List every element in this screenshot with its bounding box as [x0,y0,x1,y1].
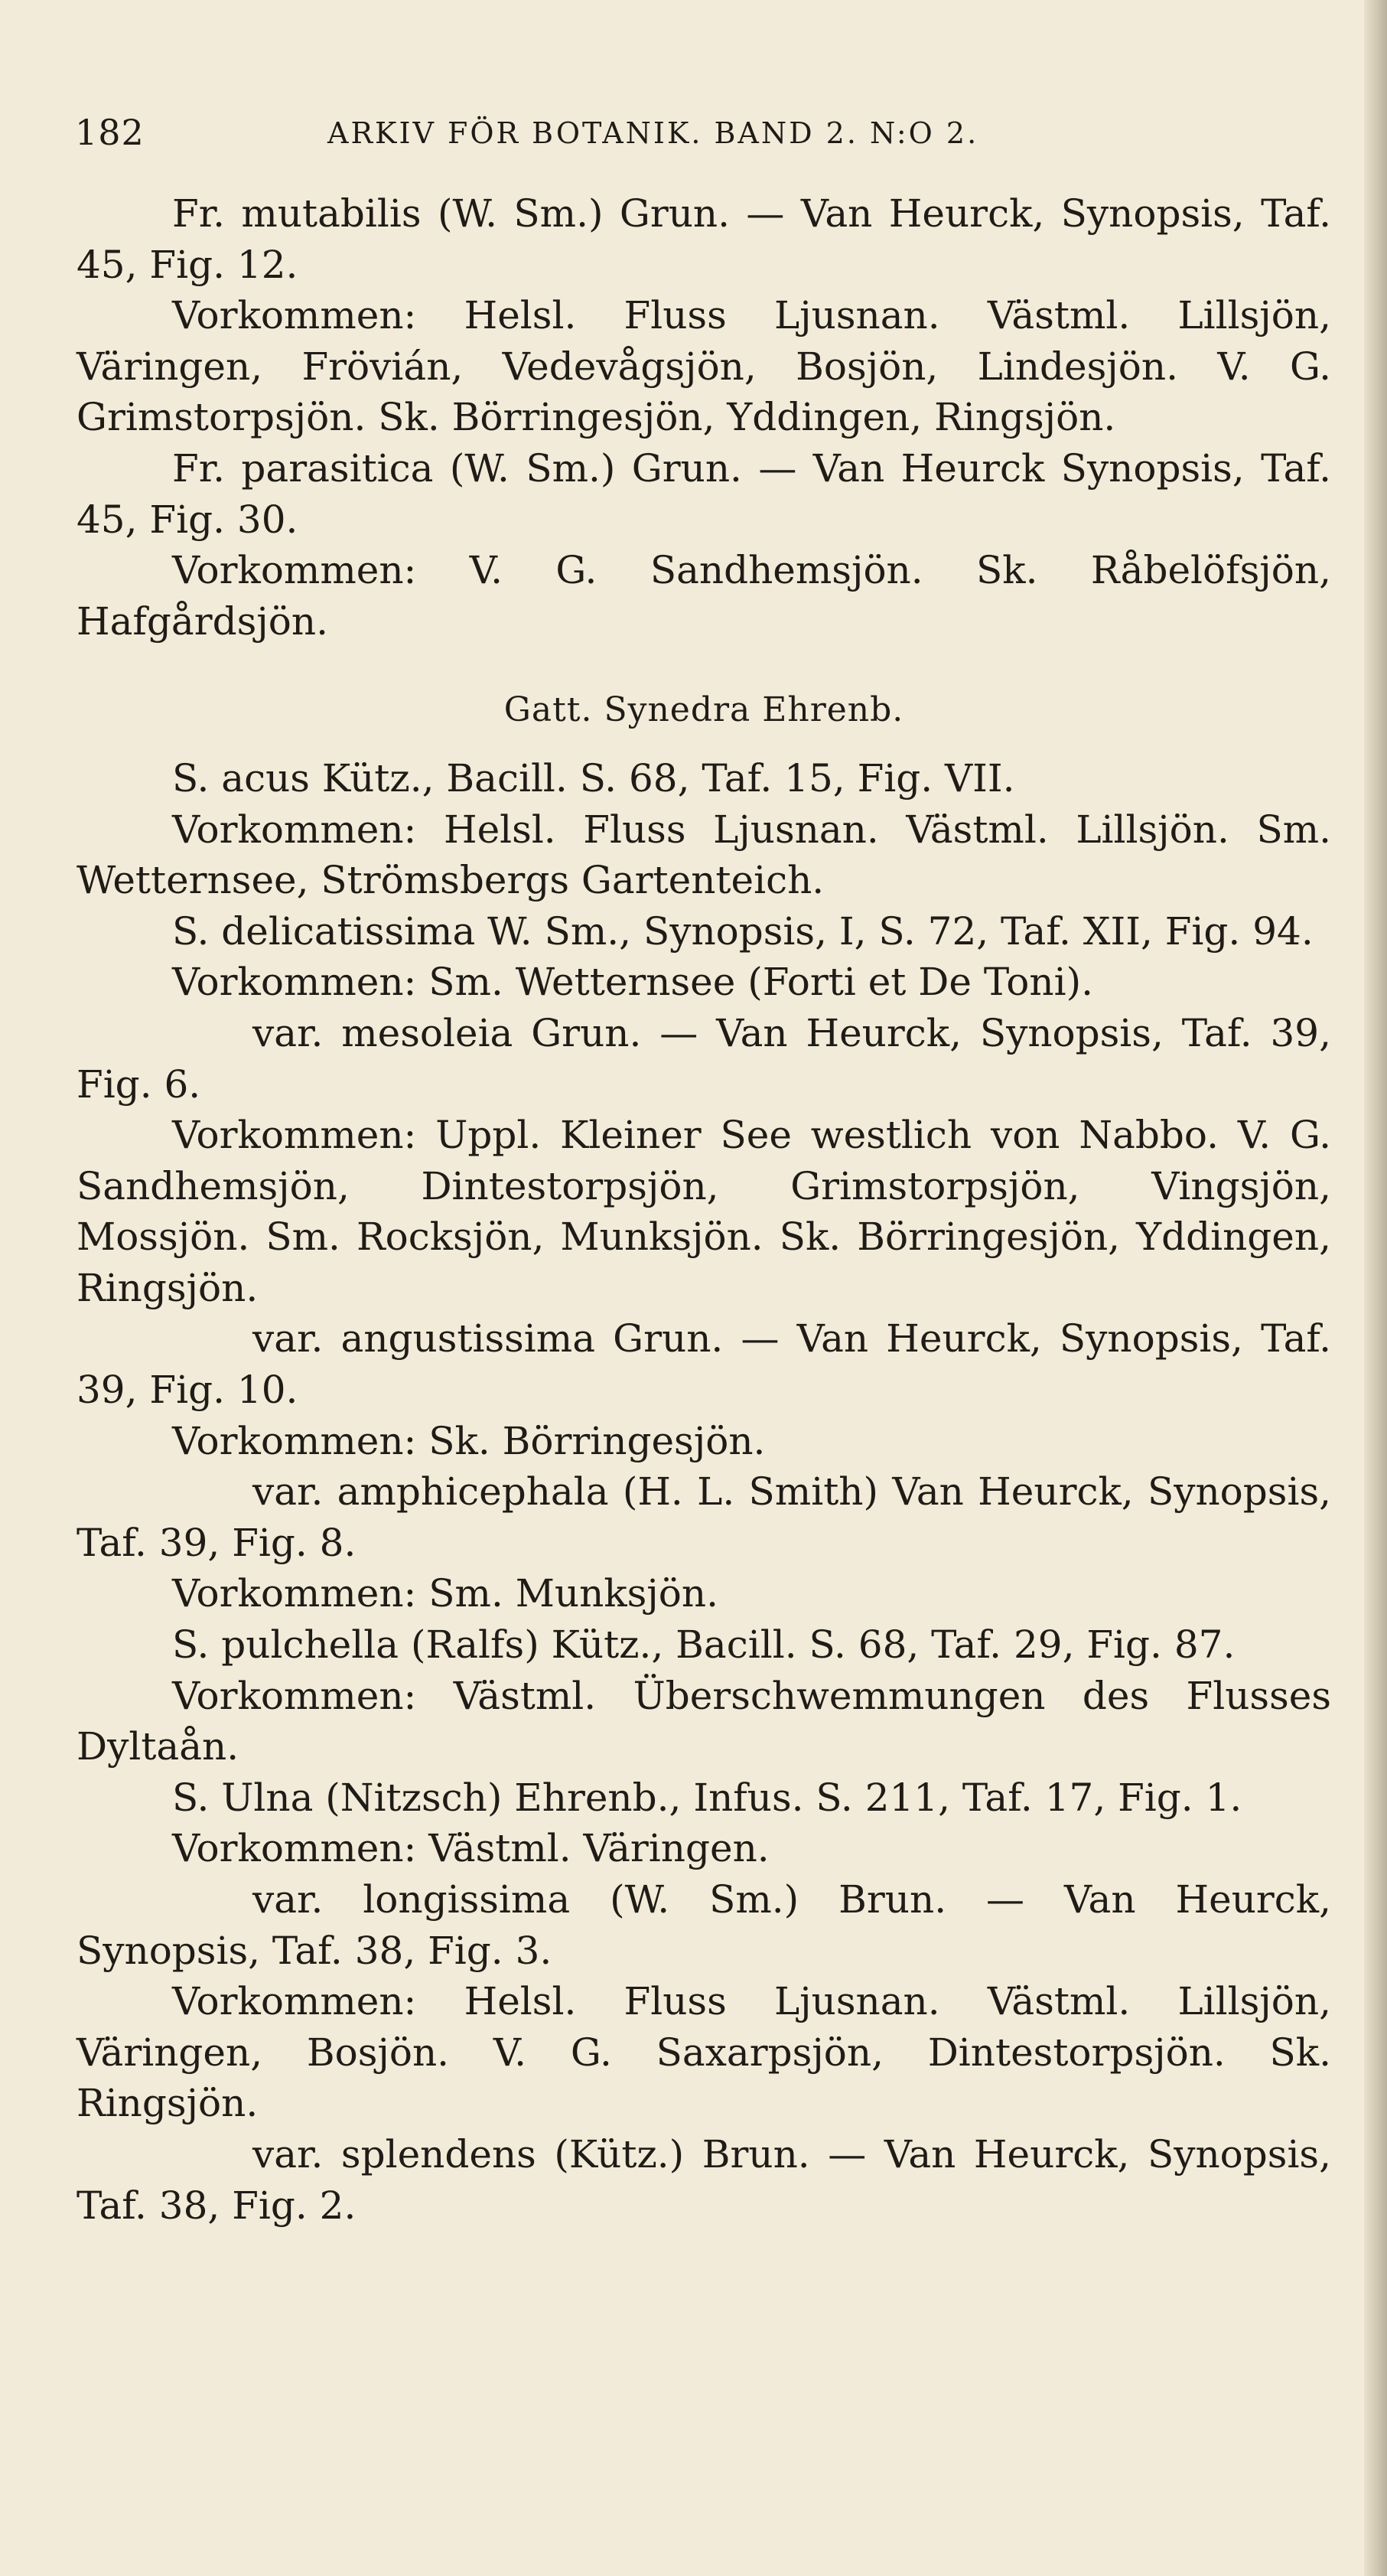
text-line: S. acus Kütz., Bacill. S. 68, Taf. 15, Fig. VII. [172,755,1015,801]
text-line: Vorkommen: Helsl. Fluss Ljusnan. Västml. Lillsjön. Sm. Wetternsee, Strömsbergs Gartenteich. [77,807,1331,903]
text-line: Vorkommen: V. G. Sandhemsjön. Sk. Råbelöfsjön, Hafgårdsjön. [77,548,1331,644]
page-body [77,188,1331,2231]
text-line: Fr. mutabilis (W. Sm.) Grun. — Van Heurck, Synopsis, Taf. 45, Fig. 12. [77,191,1331,287]
text-line: Fr. parasitica (W. Sm.) Grun. — Van Heurck Synopsis, Taf. 45, Fig. 30. [77,445,1331,542]
text-line: var. splendens (Kütz.) Brun. — Van Heurck, Synopsis, Taf. 38, Fig. 2. [77,2131,1331,2228]
page-number: 182 [75,112,145,153]
running-title: ARKIV FÖR BOTANIK. BAND 2. N:O 2. [327,116,979,150]
text-line: var. amphicephala (H. L. Smith) Van Heurck, Synopsis, Taf. 39, Fig. 8. [77,1469,1331,1565]
text-line: var. angustissima Grun. — Van Heurck, Synopsis, Taf. 39, Fig. 10. [77,1316,1331,1413]
text-line: Vorkommen: Västml. Überschwemmungen des Flusses Dyltaån. [77,1673,1331,1769]
text-line: Vorkommen: Sm. Wetternsee (Forti et De Toni). [172,960,1094,1005]
text-line: Vorkommen: Sk. Börringesjön. [172,1418,766,1463]
text-line: var. mesoleia Grun. — Van Heurck, Synopsis, Taf. 39, Fig. 6. [77,1010,1331,1107]
text-line: Vorkommen: Sm. Munksjön. [172,1571,718,1616]
text-line: Vorkommen: Helsl. Fluss Ljusnan. Västml. Lillsjön, Väringen, Frövián, Vedevågsjön, Bosjön, Lindesjön. V. G. Grimstorpsjön. Sk. Börringesjön, Yddingen, Ringsjön. [77,293,1331,440]
text-line: Vorkommen: Helsl. Fluss Ljusnan. Västml. Lillsjön, Väringen, Bosjön. V. G. Saxarpsjön, Dintestorpsjön. Sk. Ringsjön. [77,1979,1331,2126]
page-edge-shadow [1364,0,1387,2576]
section-heading: Gatt. Synedra Ehrenb. [503,690,904,730]
text-line: var. longissima (W. Sm.) Brun. — Van Heurck, Synopsis, Taf. 38, Fig. 3. [77,1877,1331,1973]
text-line: S. Ulna (Nitzsch) Ehrenb., Infus. S. 211, Taf. 17, Fig. 1. [172,1775,1242,1820]
text-line: Vorkommen: Västml. Väringen. [172,1826,770,1871]
text-line: Vorkommen: Uppl. Kleiner See westlich von Nabbo. V. G. Sandhemsjön, Dintestorpsjön, Grimstorpsjön, Vingsjön, Mossjön. Sm. Rocksjön, Munksjön. Sk. Börringesjön, Yddingen, Ringsjön. [77,1113,1331,1310]
page-header [75,112,1330,165]
text-line: S. pulchella (Ralfs) Kütz., Bacill. S. 68, Taf. 29, Fig. 87. [172,1622,1236,1668]
text-line: S. delicatissima W. Sm., Synopsis, I, S. 72, Taf. XII, Fig. 94. [172,908,1314,954]
